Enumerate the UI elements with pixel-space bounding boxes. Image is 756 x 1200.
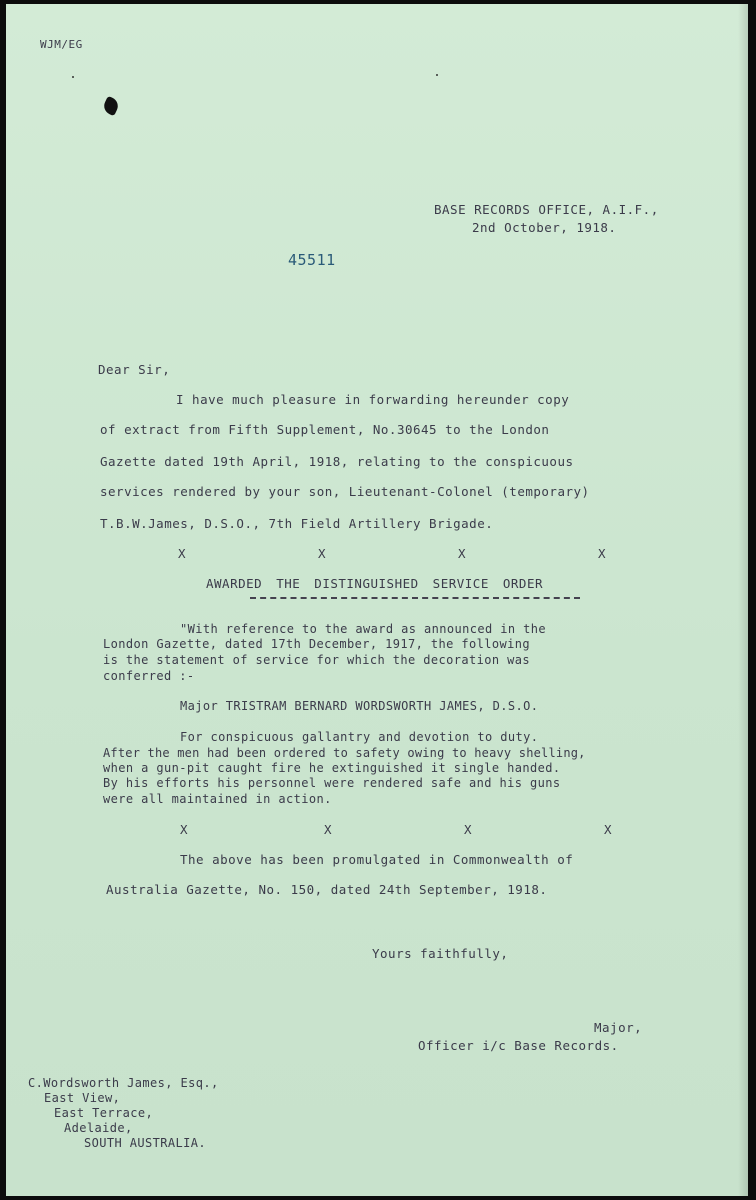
file-number-stamp: 45511 (288, 251, 336, 269)
separator-x: X (598, 546, 606, 561)
ink-speck (72, 76, 74, 78)
ink-speck (436, 74, 438, 76)
salutation: Dear Sir, (98, 362, 171, 377)
extract-line: London Gazette, dated 17th December, 1917, the following (103, 637, 530, 651)
addressee-line: C.Wordsworth James, Esq., (28, 1076, 219, 1090)
promulgation-line: Australia Gazette, No. 150, dated 24th September, 1918. (106, 882, 548, 897)
addressee-line: Adelaide, (64, 1121, 133, 1135)
citation-line: were all maintained in action. (103, 792, 332, 806)
sender-office: BASE RECORDS OFFICE, A.I.F., (434, 202, 659, 217)
reference-code: WJM/EG (40, 38, 83, 51)
promulgation-line: The above has been promulgated in Commonwealth of (180, 852, 574, 867)
citation-line: After the men had been ordered to safety owing to heavy shelling, (103, 746, 586, 760)
recipient-name: Major TRISTRAM BERNARD WORDSWORTH JAMES, D.S.O. (180, 699, 539, 713)
letter-page (6, 4, 748, 1196)
addressee-line: SOUTH AUSTRALIA. (84, 1136, 206, 1150)
intro-line: Gazette dated 19th April, 1918, relating to the conspicuous (100, 454, 574, 469)
signature-rank: Major, (594, 1020, 643, 1035)
extract-line: conferred :- (103, 669, 195, 683)
page-edge-shadow (738, 4, 748, 1196)
addressee-line: East View, (44, 1091, 121, 1105)
intro-line: I have much pleasure in forwarding hereunder copy (176, 392, 570, 407)
extract-line: is the statement of service for which the decoration was (103, 653, 530, 667)
citation-line: when a gun-pit caught fire he extinguished it single handed. (103, 761, 561, 775)
intro-line: services rendered by your son, Lieutenant-Colonel (temporary) (100, 484, 590, 499)
separator-x: X (180, 822, 188, 837)
letter-date: 2nd October, 1918. (472, 220, 617, 235)
closing: Yours faithfully, (372, 946, 509, 961)
extract-line: "With reference to the award as announced in the (180, 622, 546, 636)
addressee-line: East Terrace, (54, 1106, 154, 1120)
citation-line: For conspicuous gallantry and devotion to duty. (180, 730, 539, 744)
separator-x: X (178, 546, 186, 561)
intro-line: of extract from Fifth Supplement, No.30645 to the London (100, 422, 550, 437)
separator-x: X (324, 822, 332, 837)
separator-x: X (464, 822, 472, 837)
ink-blot-mark (101, 96, 120, 116)
signature-title: Officer i/c Base Records. (418, 1038, 619, 1053)
award-heading: AWARDED THE DISTINGUISHED SERVICE ORDER (206, 576, 543, 591)
intro-line: T.B.W.James, D.S.O., 7th Field Artillery Brigade. (100, 516, 494, 531)
separator-x: X (318, 546, 326, 561)
citation-line: By his efforts his personnel were rendered safe and his guns (103, 776, 561, 790)
separator-x: X (458, 546, 466, 561)
heading-underline (250, 597, 580, 599)
separator-x: X (604, 822, 612, 837)
